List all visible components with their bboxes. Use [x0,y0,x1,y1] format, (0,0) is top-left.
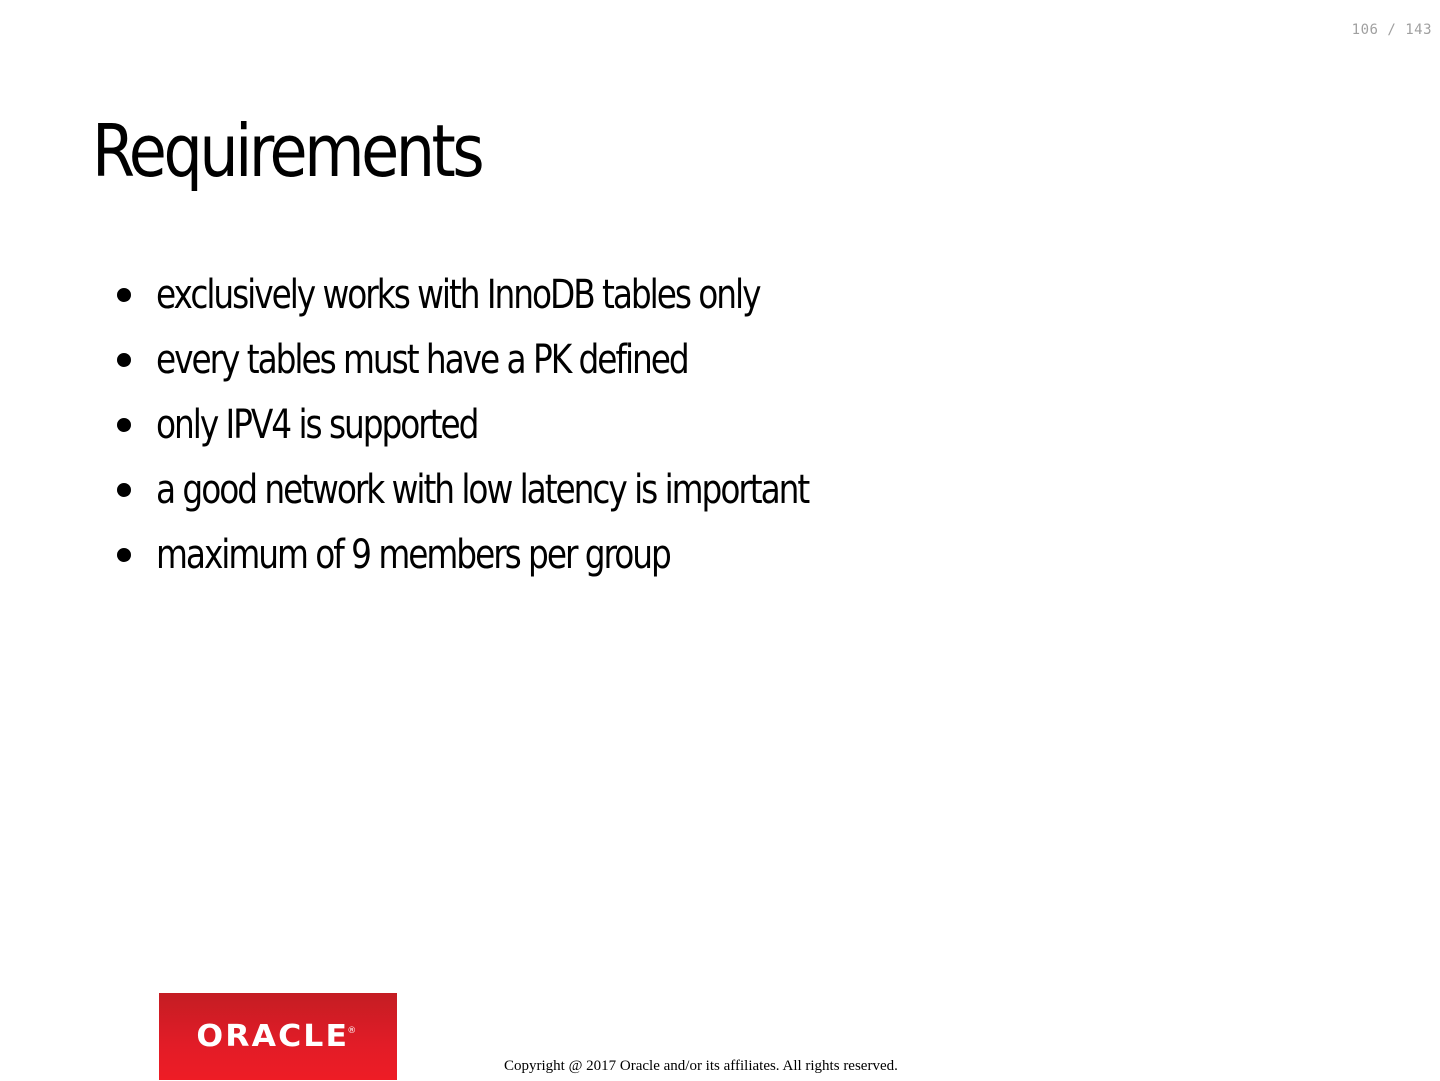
bullet-icon [117,483,131,497]
slide-counter: 106 / 143 [1351,22,1432,38]
bullet-icon [117,353,131,367]
list-item [110,392,951,457]
bullet-icon [117,288,131,302]
bullet-icon [117,548,131,562]
slide-title: Requirements [92,109,482,193]
oracle-logo [159,993,397,1080]
copyright-notice: Copyright @ 2017 Oracle and/or its affiliates. All rights reserved. [504,1058,898,1074]
bullet-list [110,262,951,587]
bullet-text: only IPV4 is supported [156,401,478,448]
bullet-text: exclusively works with InnoDB tables only [156,271,760,318]
list-item [110,522,951,587]
bullet-text: every tables must have a PK defined [156,336,688,383]
list-item [110,327,951,392]
registered-mark: ® [347,1025,357,1036]
bullet-text: maximum of 9 members per group [156,531,670,578]
list-item [110,457,951,522]
logo-text: ORACLE [196,1019,349,1054]
bullet-icon [117,418,131,432]
bullet-text: a good network with low latency is important [156,466,809,513]
list-item [110,262,951,327]
